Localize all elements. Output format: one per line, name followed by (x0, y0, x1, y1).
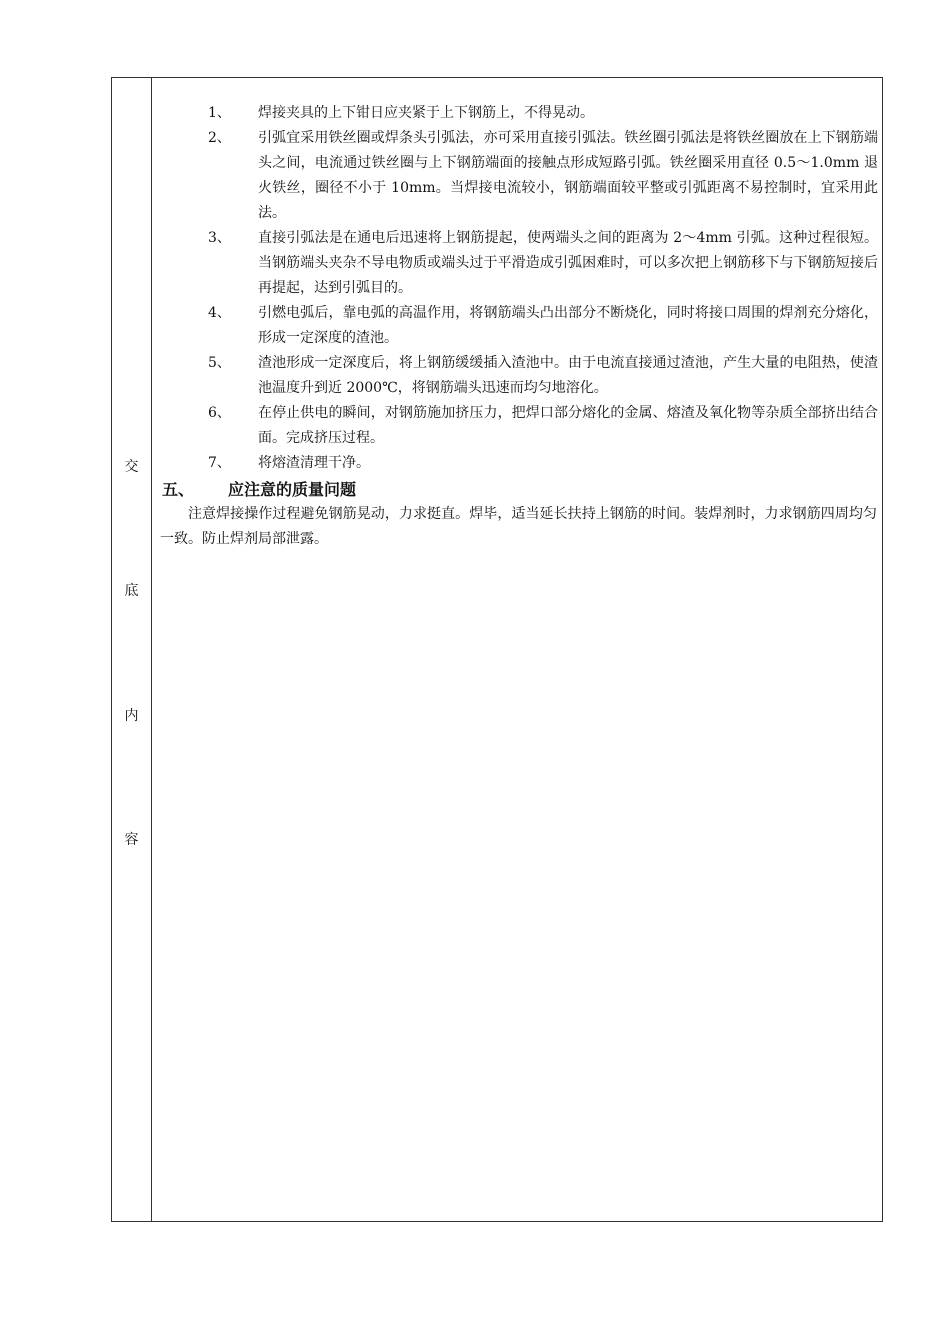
step-number: 2、 (208, 130, 231, 146)
section-number: 五、 (162, 480, 195, 499)
section-title: 应注意的质量问题 (228, 480, 357, 499)
step-item (160, 301, 877, 351)
side-label-char: 容 (124, 832, 139, 848)
side-label-char: 交 (124, 459, 139, 475)
side-label-column (112, 78, 152, 1221)
content-cell (160, 101, 877, 552)
step-number: 5、 (208, 355, 231, 371)
step-number: 1、 (208, 105, 231, 121)
step-number: 7、 (208, 455, 231, 471)
step-item (160, 101, 877, 126)
step-number: 4、 (208, 305, 231, 321)
step-text: 直接引弧法是在通电后迅速将上钢筋提起，使两端头之间的距离为 2～4mm 引弧。这种过程很短。当钢筋端头夹杂不导电物质或端头过于平滑造成引弧困难时，可以多次把上钢筋移下与下钢筋短接后再提起，达到引弧目的。 (258, 230, 878, 296)
section-paragraph: 注意焊接操作过程避免钢筋晃动，力求挺直。焊毕，适当延长扶持上钢筋的时间。装焊剂时，力求钢筋四周均匀一致。防止焊剂局部泄露。 (160, 506, 877, 547)
step-text: 渣池形成一定深度后，将上钢筋缓缓插入渣池中。由于电流直接通过渣池，产生大量的电阻热，使渣池温度升到近 2000℃，将钢筋端头迅速而均匀地溶化。 (258, 355, 878, 396)
step-text: 焊接夹具的上下钳日应夹紧于上下钢筋上，不得晃动。 (258, 105, 594, 121)
step-text: 引燃电弧后，靠电弧的高温作用，将钢筋端头凸出部分不断烧化，同时将接口周围的焊剂充分熔化，形成一定深度的渣池。 (258, 305, 878, 346)
step-text: 在停止供电的瞬间，对钢筋施加挤压力，把焊口部分熔化的金属、熔渣及氧化物等杂质全部挤出结合面。完成挤压过程。 (258, 405, 878, 446)
step-item (160, 226, 877, 301)
section-heading (160, 477, 877, 502)
side-label-char: 内 (124, 708, 139, 724)
step-item (160, 126, 877, 226)
step-item (160, 451, 877, 476)
step-text: 引弧宜采用铁丝圈或焊条头引弧法，亦可采用直接引弧法。铁丝圈引弧法是将铁丝圈放在上下钢筋端头之间，电流通过铁丝圈与上下钢筋端面的接触点形成短路引弧。铁丝圈采用直径 0.5～1.0mm 退火铁丝，圈径不小于 10mm。当焊接电流较小，钢筋端面较平整或引弧距离不易控制时，宜采用此法。 (258, 130, 878, 221)
step-number: 6、 (208, 405, 231, 421)
disclosure-table (111, 77, 883, 1222)
side-label-char: 底 (124, 583, 139, 599)
step-text: 将熔渣清理干净。 (258, 455, 370, 471)
step-item (160, 351, 877, 401)
step-number: 3、 (208, 230, 231, 246)
step-item (160, 401, 877, 451)
